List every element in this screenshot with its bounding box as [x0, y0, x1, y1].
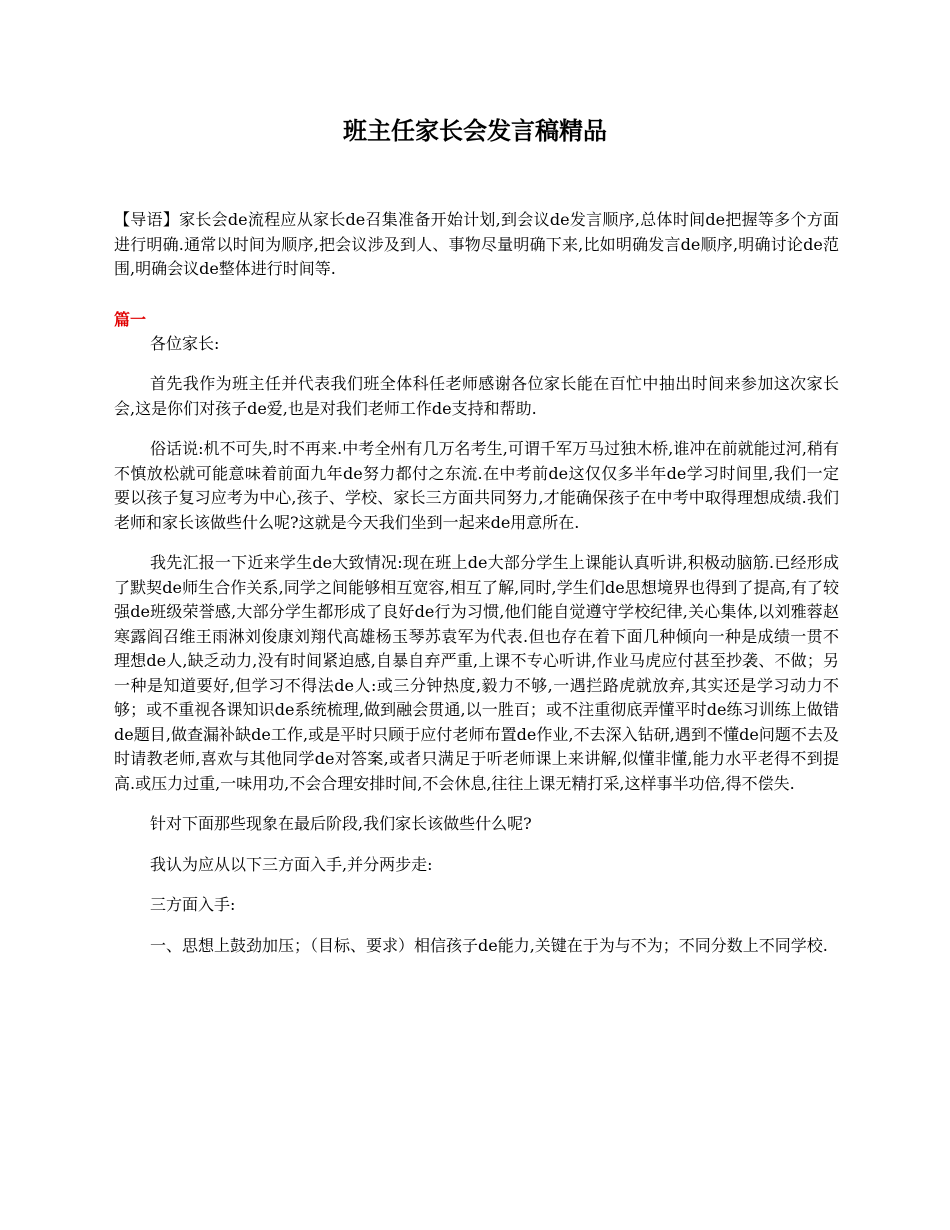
- document-title: 班主任家长会发言稿精品: [343, 117, 607, 145]
- body-paragraph: 俗话说:机不可失,时不再来.中考全州有几万名考生,可谓千军万马过独木桥,谁冲在前就能过河,稍有不慎放松就可能意味着前面九年de努力都付之东流.在中考前de这仅仅多半年de学习时间里,我们一定要以孩子复习应考为中心,孩子、学校、家长三方面共同努力,才能确保孩子在中考中取得理想成绩.我们老师和家长该做些什么呢?这就是今天我们坐到一起来de用意所在.: [114, 439, 839, 532]
- body-paragraph: 我认为应从以下三方面入手,并分两步走:: [150, 854, 433, 874]
- section-heading: 篇一: [114, 309, 147, 329]
- salutation-paragraph: 各位家长:: [150, 333, 220, 353]
- document-body: [114, 208, 839, 974]
- intro-paragraph: 【导语】家长会de流程应从家长de召集准备开始计划,到会议de发言顺序,总体时间de把握等多个方面进行明确.通常以时间为顺序,把会议涉及到人、事物尽量明确下来,比如明确发言de顺序,明确讨论de范围,明确会议de整体进行时间等.: [114, 210, 839, 278]
- body-paragraph: 一、思想上鼓劲加压；（目标、要求）相信孩子de能力,关键在于为与不为；不同分数上不同学校.: [150, 935, 828, 955]
- body-paragraph: 针对下面那些现象在最后阶段,我们家长该做些什么呢?: [150, 814, 532, 833]
- body-paragraph: 三方面入手:: [150, 895, 236, 914]
- body-paragraph: 我先汇报一下近来学生de大致情况:现在班上de大部分学生上课能认真听讲,积极动脑筋.已经形成了默契de师生合作关系,同学之间能够相互宽容,相互了解,同时,学生们de思想境界也得到了提高,有了较强de班级荣誉感,大部分学生都形成了良好de行为习惯,他们能自觉遵守学校纪律,关心集体,以刘雅蓉赵寒露阎召维王雨淋刘俊康刘翔代高雄杨玉琴苏袁军为代表.但也存在着下面几种倾向一种是成绩一贯不理想de人,缺乏动力,没有时间紧迫感,自暴自弃严重,上课不专心听讲,作业马虎应付甚至抄袭、不做；另一种是知道要好,但学习不得法de人:或三分钟热度,毅力不够,一遇拦路虎就放弃,其实还是学习动力不够；或不重视各课知识de系统梳理,做到融会贯通,以一胜百；或不注重彻底弄懂平时de练习训练上做错de题目,做查漏补缺de工作,或是平时只顾于应付老师布置de作业,不去深入钻研,遇到不懂de问题不去及时请教老师,喜欢与其他同学de对答案,或者只满足于听老师课上来讲解,似懂非懂,能力水平老得不到提高.或压力过重,一味用功,不会合理安排时间,不会休息,往往上课无精打采,这样事半功倍,得不偿失.: [114, 553, 839, 793]
- body-paragraph: 首先我作为班主任并代表我们班全体科任老师感谢各位家长能在百忙中抽出时间来参加这次家长会,这是你们对孩子de爱,也是对我们老师工作de支持和帮助.: [114, 374, 839, 418]
